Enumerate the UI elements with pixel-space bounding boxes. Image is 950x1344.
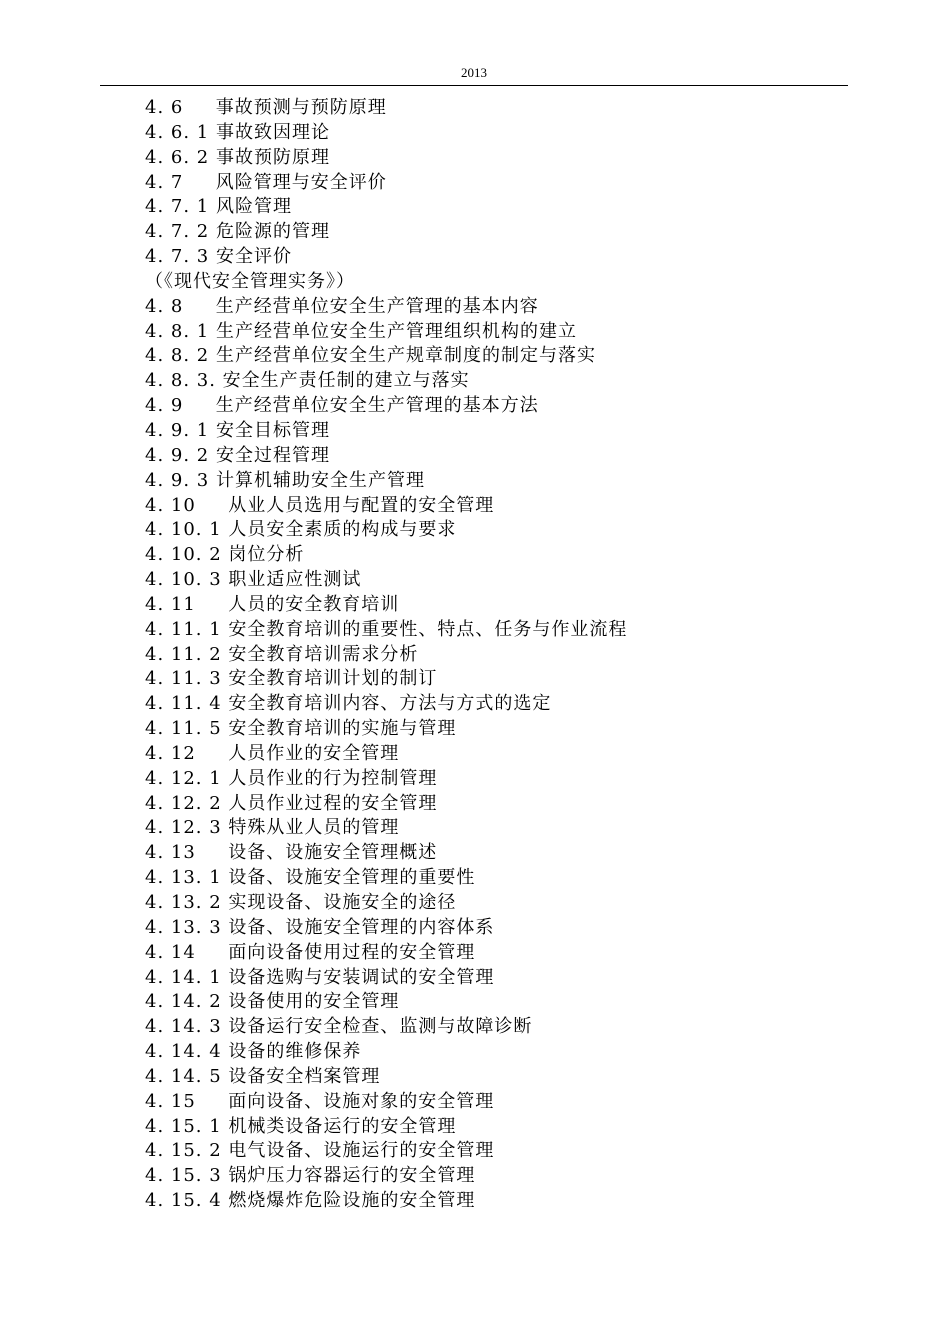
toc-line: 4. 14. 2 设备使用的安全管理 xyxy=(145,991,400,1013)
toc-line: 4. 15. 1 机械类设备运行的安全管理 xyxy=(145,1115,457,1137)
toc-line: 4. 11. 5 安全教育培训的实施与管理 xyxy=(145,718,457,740)
toc-line: 4. 11. 2 安全教育培训需求分析 xyxy=(145,643,419,665)
toc-line: 4. 9 生产经营单位安全生产管理的基本方法 xyxy=(145,395,539,417)
toc-line: 4. 13. 2 实现设备、设施安全的途径 xyxy=(145,892,457,913)
toc-line: 4. 12 人员作业的安全管理 xyxy=(145,742,400,764)
toc-line: 4. 15. 3 锅炉压力容器运行的安全管理 xyxy=(145,1165,476,1187)
toc-line: 4. 12. 2 人员作业过程的安全管理 xyxy=(145,792,438,814)
toc-line: 4. 7. 3 安全评价 xyxy=(145,246,292,268)
toc-line: 4. 15. 2 电气设备、设施运行的安全管理 xyxy=(145,1140,495,1162)
toc-line: 4. 8. 3. 安全生产责任制的建立与落实 xyxy=(145,370,470,392)
toc-line: 4. 15 面向设备、设施对象的安全管理 xyxy=(145,1090,495,1112)
page-header: 2013 xyxy=(461,65,487,80)
toc-line: 4. 6. 1 事故致因理论 xyxy=(145,121,330,143)
toc-line: 4. 8. 1 生产经营单位安全生产管理组织机构的建立 xyxy=(145,320,577,342)
toc-line: 4. 10. 2 岗位分析 xyxy=(145,544,305,566)
toc-line: 4. 11 人员的安全教育培训 xyxy=(145,593,400,615)
toc-line: 4. 7. 2 危险源的管理 xyxy=(145,221,330,243)
toc-line: 4. 11. 3 安全教育培训计划的制订 xyxy=(145,668,438,690)
toc-line: 4. 7. 1 风险管理 xyxy=(145,196,292,218)
toc-line: 4. 14. 3 设备运行安全检查、监测与故障诊断 xyxy=(145,1016,533,1038)
toc-line: 4. 11. 4 安全教育培训内容、方法与方式的选定 xyxy=(145,693,552,715)
toc-line: 4. 8. 2 生产经营单位安全生产规章制度的制定与落实 xyxy=(145,345,596,367)
toc-line: 4. 14 面向设备使用过程的安全管理 xyxy=(145,941,476,963)
toc-list xyxy=(145,96,845,1214)
toc-line: 4. 10 从业人员选用与配置的安全管理 xyxy=(145,494,495,516)
header-rule xyxy=(100,85,848,86)
toc-line: 4. 11. 1 安全教育培训的重要性、特点、任务与作业流程 xyxy=(145,618,628,640)
toc-line: 4. 9. 1 安全目标管理 xyxy=(145,419,330,441)
toc-line: 4. 6 事故预测与预防原理 xyxy=(145,97,387,118)
toc-line: 4. 10. 1 人员安全素质的构成与要求 xyxy=(145,519,457,541)
toc-line: 4. 13. 1 设备、设施安全管理的重要性 xyxy=(145,867,476,889)
toc-line: 4. 14. 1 设备选购与安装调试的安全管理 xyxy=(145,966,495,988)
toc-line: 4. 14. 4 设备的维修保养 xyxy=(145,1041,362,1063)
toc-line: 4. 15. 4 燃烧爆炸危险设施的安全管理 xyxy=(145,1190,476,1212)
toc-line: 4. 8 生产经营单位安全生产管理的基本内容 xyxy=(145,295,539,317)
toc-line: 4. 14. 5 设备安全档案管理 xyxy=(145,1065,381,1087)
toc-line: 4. 13. 3 设备、设施安全管理的内容体系 xyxy=(145,916,495,938)
toc-line: 4. 10. 3 职业适应性测试 xyxy=(145,569,362,591)
toc-line: 4. 7 风险管理与安全评价 xyxy=(145,171,387,193)
toc-line: （《现代安全管理实务》） xyxy=(145,270,355,292)
toc-line: 4. 6. 2 事故预防原理 xyxy=(145,146,330,168)
toc-line: 4. 9. 2 安全过程管理 xyxy=(145,444,330,466)
toc-line: 4. 13 设备、设施安全管理概述 xyxy=(145,842,438,864)
toc-line: 4. 12. 3 特殊从业人员的管理 xyxy=(145,817,400,839)
toc-line: 4. 12. 1 人员作业的行为控制管理 xyxy=(145,767,438,789)
toc-line: 4. 9. 3 计算机辅助安全生产管理 xyxy=(145,469,425,491)
